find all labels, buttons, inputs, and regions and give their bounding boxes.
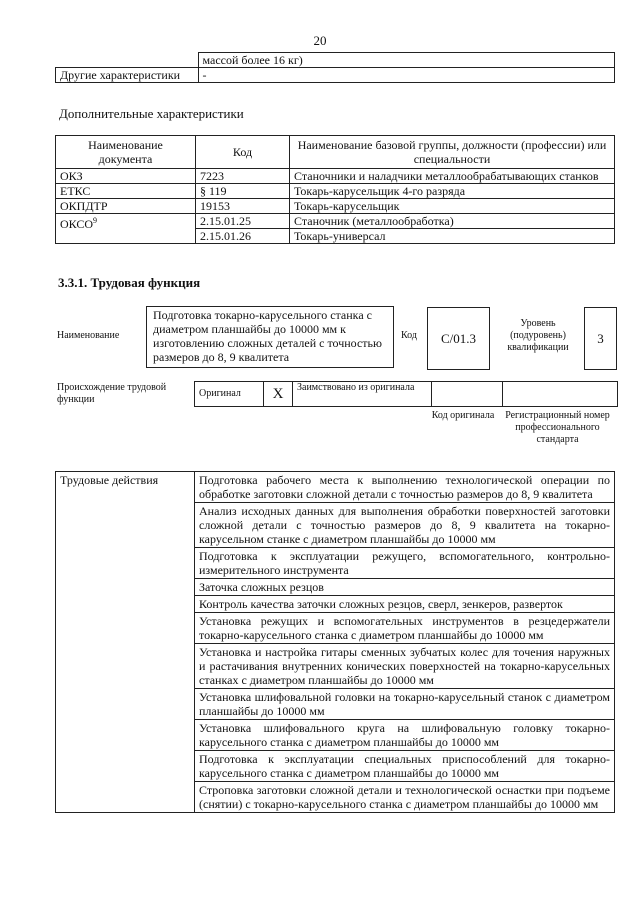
list-item: Подготовка рабочего места к выполнению технологической операции по обработке заготовки сложной детали с точностью размеров до 8, 9 квалитета <box>195 472 615 503</box>
registration-number-label: Регистрационный номер профессионального стандарта <box>505 410 610 445</box>
section-title: Дополнительные характеристики <box>59 106 244 121</box>
additional-characteristics-table <box>55 135 615 244</box>
name-label: Наименование <box>57 330 120 341</box>
list-item: Анализ исходных данных для выполнения обработки поверхностей заготовки сложной детали с точностью размеров до 8, 9 квалитета на токарно-карусельном станке с диаметром планшайбы до 10000 мм <box>195 503 615 548</box>
original-label: Оригинал <box>199 388 241 399</box>
header-doc-name: Наименование документа <box>56 136 196 169</box>
list-item: Установка режущих и вспомогательных инструментов в резцедержатели токарно-карусельного станка с диаметром планшайбы до 10000 мм <box>195 613 615 644</box>
table-header-row <box>56 136 615 169</box>
table-cell: Токарь-карусельщик 4-го разряда <box>290 184 615 199</box>
list-item: Заточка сложных резцов <box>195 579 615 596</box>
table-cell: 2.15.01.26 <box>196 229 290 244</box>
table-cell: Станочник (металлообработка) <box>290 214 615 229</box>
okso-label: ОКСО <box>60 217 94 231</box>
table-row <box>56 68 615 83</box>
code-original-cell <box>432 382 503 407</box>
code-label: Код <box>401 330 417 341</box>
header-code: Код <box>196 136 290 169</box>
footnote-mark: 9 <box>93 216 98 225</box>
labor-actions-table <box>55 471 615 813</box>
table-cell: ЕТКС <box>56 184 196 199</box>
original-cell <box>195 382 264 407</box>
table-cell: 2.15.01.25 <box>196 214 290 229</box>
table-row <box>56 472 615 503</box>
table-row <box>56 53 615 68</box>
table-cell: массой более 16 кг) <box>198 53 615 68</box>
labor-actions-label: Трудовые действия <box>56 472 195 813</box>
table-cell: 19153 <box>196 199 290 214</box>
header-group: Наименование базовой группы, должности (профессии) или специальности <box>290 136 615 169</box>
borrowed-label: Заимствовано из оригинала <box>293 382 432 407</box>
table-cell: ОКЗ <box>56 169 196 184</box>
origin-label: Происхождение трудовой функции <box>57 382 167 405</box>
qualification-level-label: Уровень (подуровень) квалификации <box>507 318 569 353</box>
code-original-label: Код оригинала <box>431 410 495 421</box>
reg-number-cell <box>503 382 618 407</box>
list-item: Строповка заготовки сложной детали и технологической оснастки при подъеме (снятии) с токарно-карусельного станка с диаметром планшайбы до 10000 мм <box>195 782 615 813</box>
list-item: Установка и настройка гитары сменных зубчатых колес для точения наружных и растачивания внутренних конических поверхностей на токарно-карусельных станках с диаметром планшайбы до 10000 мм <box>195 644 615 689</box>
table-cell: Другие характеристики <box>56 68 199 83</box>
table-row <box>56 169 615 184</box>
table-cell: ОКПДТР <box>56 199 196 214</box>
table-row <box>195 382 618 407</box>
table-cell: Станочники и наладчики металлообрабатывающих станков <box>290 169 615 184</box>
list-item: Контроль качества заточки сложных резцов, сверл, зенкеров, разверток <box>195 596 615 613</box>
original-mark: X <box>264 382 293 407</box>
function-code-box: C/01.3 <box>427 307 490 370</box>
characteristics-continuation-table <box>55 52 615 83</box>
list-item: Установка шлифовального круга на шлифовальную головку токарно-карусельного станка с диаметром планшайбы до 10000 мм <box>195 720 615 751</box>
table-cell: - <box>198 68 615 83</box>
table-row <box>56 199 615 214</box>
table-row <box>56 184 615 199</box>
qualification-level-box: 3 <box>584 307 617 370</box>
table-cell: § 119 <box>196 184 290 199</box>
table-cell: Токарь-универсал <box>290 229 615 244</box>
function-name-box: Подготовка токарно-карусельного станка с диаметром планшайбы до 10000 мм к изготовлению сложных деталей с точностью размеров до 8, 9 квалитета <box>146 306 394 368</box>
table-cell: 7223 <box>196 169 290 184</box>
list-item: Подготовка к эксплуатации специальных приспособлений для токарно-карусельного станка с диаметром планшайбы до 10000 мм <box>195 751 615 782</box>
origin-table <box>194 381 618 407</box>
list-item: Установка шлифовальной головки на токарно-карусельный станок с диаметром планшайбы до 10000 мм <box>195 689 615 720</box>
labor-function-heading: 3.3.1. Трудовая функция <box>58 275 201 290</box>
table-cell <box>56 214 196 244</box>
table-cell: Токарь-карусельщик <box>290 199 615 214</box>
list-item: Подготовка к эксплуатации режущего, вспомогательного, контрольно-измерительного инструмента <box>195 548 615 579</box>
page-number: 20 <box>313 33 327 48</box>
table-row <box>56 214 615 229</box>
